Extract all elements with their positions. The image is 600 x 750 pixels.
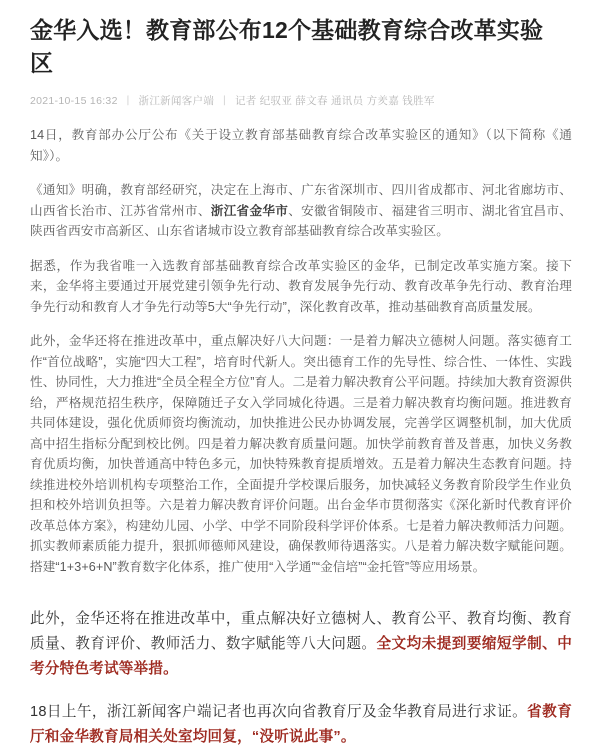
paragraph-2-emphasis: 浙江省金华市 (210, 203, 289, 218)
byline-separator-1: 丨 (122, 95, 134, 107)
summary-paragraph-2-pre: 18日上午，浙江新闻客户端记者也再次向省教育厅及金华教育局进行求证。 (30, 704, 528, 720)
summary-paragraph-2-highlight: 省教育厅和金华教育局相关处室均回复，“没听说此事”。 (30, 704, 572, 745)
summary-paragraph-1-highlight: 全文均未提到要缩短学制、中考分特色考试等举措。 (30, 636, 572, 677)
byline-authors: 记者 纪驭亚 薛文春 通讯员 方羑嘉 钱胜军 (234, 95, 435, 107)
page-title: 金华入选！教育部公布12个基础教育综合改革实验区 (30, 17, 544, 76)
article-summary-block (30, 607, 572, 750)
paragraph-2-post: 、安徽省铜陵市、福建省三明市、湖北省宜昌市、陕西省西安市高新区、山东省诸城市设立教育部基础教育综合改革实验区。 (30, 203, 572, 238)
byline-date: 2021-10-15 16:32 (30, 95, 118, 107)
paragraph-4 (30, 331, 572, 577)
paragraph-1-text: 14日，教育部办公厅公布《关于设立教育部基础教育综合改革实验区的通知》（以下简称《通知》）。 (30, 128, 572, 163)
paragraph-2-pre: 《通知》明确，教育部经研究，决定在上海市、广东省深圳市、四川省成都市、河北省廊坊市、山西省长治市、江苏省常州市、 (30, 183, 572, 218)
paragraph-3-text: 据悉，作为我省唯一入选教育部基础教育综合改革实验区的金华，已制定改革实施方案。接下来，金华将主要通过开展党建引领争先行动、教育发展争先行动、教育改革争先行动、教育治理争先行动和教育人才争先行动等5大“争先行动”，深化教育改革，推动基础教育高质量发展。 (30, 258, 572, 314)
summary-paragraph-1-pre: 此外，金华还将在推进改革中，重点解决好立德树人、教育公平、教育均衡、教育质量、教育评价、教师活力、数字赋能等八大问题。 (30, 611, 572, 652)
byline-separator-2: 丨 (219, 95, 230, 107)
paragraph-3 (30, 256, 572, 318)
summary-paragraph-1 (30, 607, 572, 682)
paragraph-2 (30, 180, 572, 242)
paragraph-1 (30, 125, 572, 166)
byline (30, 94, 572, 108)
summary-paragraph-2 (30, 700, 572, 750)
byline-source: 浙江新闻客户端 (138, 95, 215, 107)
article-body (30, 125, 572, 577)
paragraph-4-text: 此外，金华还将在推进改革中，重点解决好八大问题：一是着力解决立德树人问题。落实德育工作“首位战略”，实施“四大工程”，培育时代新人。突出德育工作的先导性、综合性、一体性、实践性、协同性，大力推进“全员全程全方位”育人。二是着力解决教育公平问题。持续加大教育资源供给，严格规范招生秩序，保障随迁子女入学同城化待遇。三是着力解决教育均衡问题。推进教育共同体建设，强化优质师资均衡流动，加快推进公民办协调发展，完善学区调整机制，加大优质高中招生指标分配到校比例。四是着力解决教育质量问题。加快学前教育普及普惠，加快义务教育优质均衡，加快普通高中特色多元，加快特殊教育提质增效。五是着力解决生态教育问题。持续推进校外培训机构专项整治工作，全面提升学校课后服务，加快减轻义务教育阶段学生作业负担和校外培训负担等。六是着力解决教育评价问题。出台金华市贯彻落实《深化新时代教育评价改革总体方案》，构建幼儿园、小学、中学不同阶段科学评价体系。七是着力解决教师活力问题。抓实教师素质能力提升，狠抓师德师风建设，确保教师待遇落实。八是着力解决数字赋能问题。搭建“1+3+6+N”教育数字化体系，推广使用“入学通”“金信培”“金托管”等应用场景。 (30, 334, 572, 574)
